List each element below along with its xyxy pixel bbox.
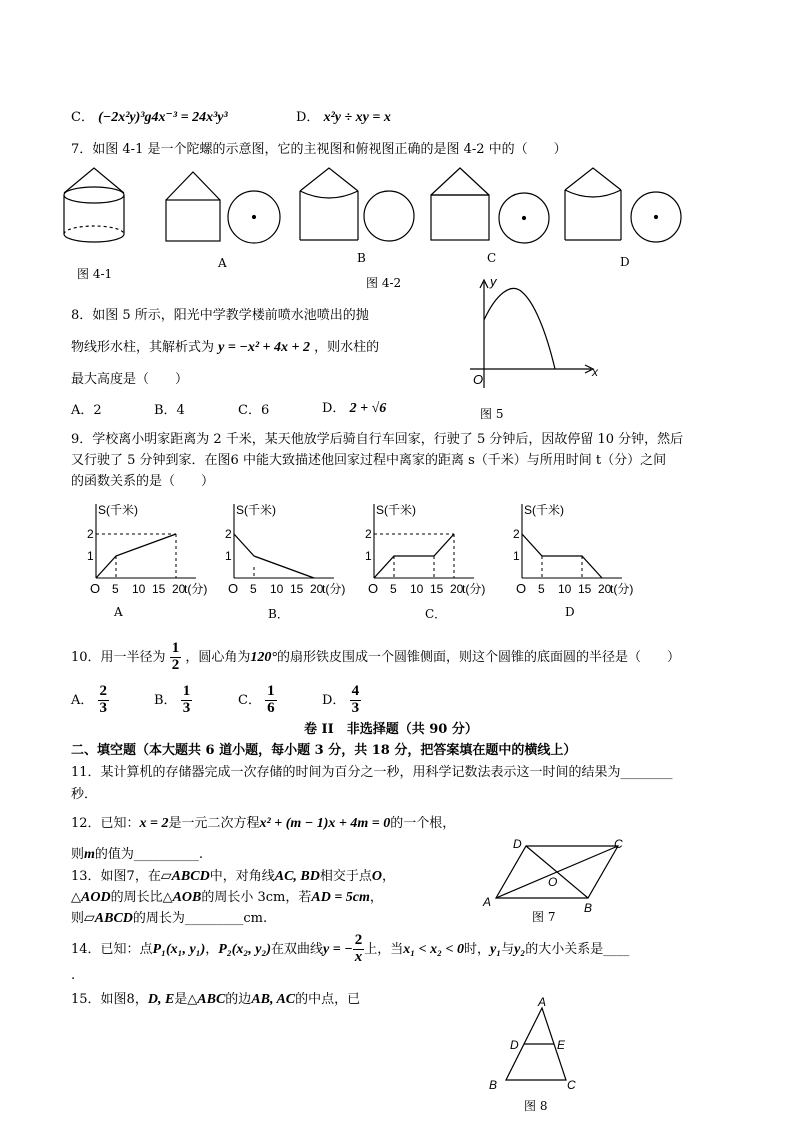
q11-line2: 秒． [71,787,98,802]
fig7-point-c: C [614,837,623,851]
q8-option-b: B．4 [154,403,185,418]
fig7-point-d: D [513,837,522,851]
fig5-parabola [466,276,606,396]
fig4-1-caption: 图 4-1 [77,267,113,281]
q6-option-d: D． x²y ÷ xy = x [296,110,391,125]
q11-line1: 11．某计算机的存储器完成一次存储的时间为百分之一秒，用科学记数法表示这一时间的结果为________ [71,765,673,780]
fig7-point-b: B [584,901,593,915]
fig7-point-o: O [548,875,558,889]
graph-a-origin: O [90,581,101,596]
q7-option-c-label: C [487,251,497,265]
fig7-parallelogram [480,836,640,916]
fig7-caption: 图 7 [532,910,556,924]
graph-a-x-label: t(分) [184,582,208,596]
graph-c-xtick-15: 15 [430,582,444,596]
graph-d-origin: O [516,581,527,596]
q10-stem: 10．用一半径为 $\frac{1}{2}$ ，圆心角为120°的扇形铁皮围成一个圆锥侧面，则这个圆锥的底面圆的半径是（ ） [71,640,680,673]
fig5-x-label: x [592,365,598,379]
graph-b-xtick-20: 20 [310,582,324,596]
graph-d-y-label: S(千米) [524,503,564,517]
q10-option-c: C． $\frac{1}{6}$ [238,683,275,716]
fig8-point-d: D [510,1038,519,1052]
q6-d-expression: x²y ÷ xy = x [323,110,391,125]
graph-c-origin: O [368,581,379,596]
fig8-point-a: A [538,995,547,1009]
graph-a-xtick-15: 15 [152,582,166,596]
graph-b-tick-2: 2 [225,527,232,541]
q7-option-a-label: A [218,256,227,270]
fig4-2-caption: 图 4-2 [366,276,402,290]
q9-graph-a-caption: A [114,605,123,619]
q9-line3: 的函数关系的是（ ） [71,474,215,489]
option-d-views [565,168,681,242]
graph-b-y-label: S(千米) [236,503,276,517]
graph-c-x-label: t(分) [462,582,486,596]
q7-option-d-label: D [620,255,630,269]
q9-line2: 又行驶了 5 分钟到家．在图6 中能大致描述他回家过程中离家的距离 s（千米）与所用时间 t（分）之间 [71,453,667,468]
option-a-views [166,172,280,243]
q8-line1: 8．如图 5 所示，阳光中学教学楼前喷水池喷出的抛 [71,308,369,323]
fig5-caption: 图 5 [480,407,504,421]
graph-a-xtick-10: 10 [132,582,146,596]
q9-graph-c-caption: C． [425,607,447,621]
graph-c-tick-1: 1 [365,549,372,563]
graph-d-xtick-15: 15 [578,582,592,596]
graph-d-xtick-10: 10 [558,582,572,596]
option-c-views [431,168,549,243]
q14-line1: 14．已知：点P₁(x₁, y₁)，P₂(x₂, y₂)在双曲线y = − $\frac{2}{x}$ 上，当x₁ < x₂ < 0时，y₁与y₂的大小关系是____ [71,932,630,965]
fig5-y-label: y [490,274,497,289]
volume-2-title: 卷 II 非选择题（共 90 分） [304,722,478,737]
q14-fraction: $\frac{2}{x}$ [354,932,363,965]
graph-b-xtick-10: 10 [270,582,284,596]
fig4-1-spinning-top [64,168,124,242]
graph-c-xtick-5: 5 [390,582,397,596]
graph-c-line [374,534,454,578]
fig8-caption: 图 8 [524,1099,548,1113]
q9-line1: 9．学校离小明家距离为 2 千米，某天他放学后骑自行车回家，行驶了 5 分钟后，因故停留 10 分钟，然后 [71,432,684,447]
q8-line3: 最大高度是（ ） [71,372,189,387]
q9-graph-b-caption: B． [268,607,289,621]
q13-line3: 则▱ABCD的周长为_________cm. [71,911,268,926]
section-2-heading: 二、填空题（本大题共 6 道小题，每小题 3 分，共 18 分，把答案填在题中的横线上） [71,743,577,758]
graph-d-tick-1: 1 [513,549,520,563]
q8-line2: 物线形水柱，其解析式为 y = −x² + 4x + 2 ，则水柱的 [71,340,380,355]
q8-formula: y = −x² + 4x + 2 [218,340,310,355]
graph-a-xtick-20: 20 [172,582,186,596]
q10-option-a: A． $\frac{2}{3}$ [71,683,108,716]
q10-option-b: B． $\frac{1}{3}$ [154,683,191,716]
graph-d-line [522,534,602,578]
fig7-point-a: A [483,895,492,909]
q9-graphs [0,500,794,600]
q6-option-c: C． (−2x²y)³g4x⁻³ = 24x³y³ [71,110,228,125]
graph-d-x-label: t(分) [610,582,634,596]
q12-line2: 则m的值为__________. [71,847,204,862]
graph-a-tick-1: 1 [87,549,94,563]
graph-b-xtick-15: 15 [290,582,304,596]
graph-c-xtick-20: 20 [450,582,464,596]
fig8-point-b: B [489,1078,498,1092]
q10-option-d: D． $\frac{4}{3}$ [322,683,360,716]
graph-d-xtick-20: 20 [598,582,612,596]
q13-line1: 13．如图7，在▱ABCD中，对角线AC, BD相交于点O， [71,869,396,884]
graph-b-origin: O [228,581,239,596]
graph-b-xtick-5: 5 [250,582,257,596]
q8-option-c: C．6 [238,403,270,418]
option-b-views [300,168,414,241]
graph-d-xtick-5: 5 [538,582,545,596]
q13-line2: △AOD的周长比△AOB的周长小 3cm，若AD = 5cm， [71,890,383,905]
graph-a-xtick-5: 5 [112,582,119,596]
fig8-point-e: E [557,1038,566,1052]
q8-option-d: D． 2 + √6 [322,401,387,416]
graph-a-line [96,534,176,578]
q12-line1: 12．已知：x = 2是一元二次方程x² + (m − 1)x + 4m = 0的一个根， [71,816,456,831]
graph-b-tick-1: 1 [225,549,232,563]
q7-text: 7．如图 4-1 是一个陀螺的示意图，它的主视图和俯视图正确的是图 4-2 中的（ ） [71,142,567,157]
q14-line2: . [71,968,76,983]
graph-a-y-label: S(千米) [98,503,138,517]
q7-option-b-label: B [357,251,366,265]
graph-d-tick-2: 2 [513,527,520,541]
graph-b-x-label: t(分) [322,582,346,596]
graph-c-xtick-10: 10 [410,582,424,596]
fig8-triangle [484,996,594,1096]
q8-option-a: A．2 [71,403,102,418]
graph-a-tick-2: 2 [87,527,94,541]
q9-graph-d-caption: D [565,605,575,619]
q10-radius-fraction: $\frac{1}{2}$ [171,640,180,673]
graph-c-tick-2: 2 [365,527,372,541]
q6-c-expression: (−2x²y)³g4x⁻³ = 24x³y³ [98,110,228,125]
graph-b-line [234,534,314,578]
graph-c-y-label: S(千米) [376,503,416,517]
fig8-point-c: C [567,1078,576,1092]
fig5-origin: O [473,372,484,387]
q15-line1: 15．如图8，D, E是△ABC的边AB, AC的中点，已 [71,992,361,1007]
